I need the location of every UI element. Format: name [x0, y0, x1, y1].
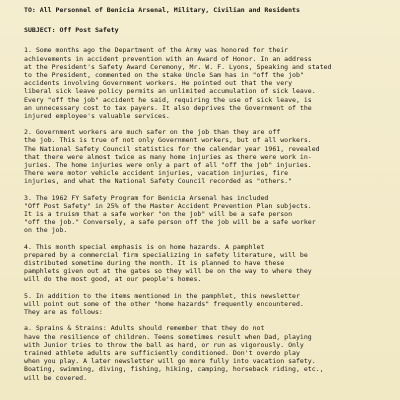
paragraph-line: 1. Some months ago the Department of the Army was honored for their: [24, 46, 289, 55]
paragraph-line: have the resilience of children. Teens sometimes result when Dad, playing: [24, 332, 312, 341]
subject-line: SUBJECT: Off Post Safety: [24, 26, 119, 35]
paragraph-line: distributed sometime during the month. It is planned to have these: [24, 259, 285, 268]
paragraph-line: a. Sprains & Strains: Adults should remember that they do not: [24, 324, 265, 333]
paragraph-line: Boating, swimming, diving, fishing, hiking, camping, horseback riding, etc.,: [24, 365, 324, 374]
paragraph-line: It is a truism that a safe worker "on the job" will be a safe person: [24, 210, 293, 219]
paragraph-1: [24, 46, 386, 120]
paragraph-6: [24, 324, 386, 381]
paragraph-line: at the President's Safety Award Ceremony, Mr. W. F. Lyons, Speaking and stated: [24, 62, 332, 71]
paragraph-line: juries. The home injuries were only a part of all "off the job" injuries.: [24, 161, 312, 170]
paragraph-2: [24, 128, 386, 185]
paragraph-line: There were motor vehicle accident injuries, vacation injuries, fire: [24, 169, 289, 178]
paragraph-4: [24, 243, 386, 284]
paragraph-5: [24, 292, 386, 317]
paragraph-line: They are as follows:: [24, 308, 103, 317]
paragraph-3: [24, 194, 386, 235]
paragraph-line: that there were almost twice as many home injuries as there were work in-: [24, 152, 312, 161]
paragraph-line: prepared by a commercial firm specializing in safety literature, will be: [24, 250, 308, 259]
paragraph-line: will be covered.: [24, 373, 88, 382]
paragraph-line: on the job.: [24, 226, 68, 235]
paragraph-line: to the President, commented on the stake Uncle Sam has in "off the job": [24, 71, 304, 80]
paragraph-line: will do the most good, at our people's homes.: [24, 275, 202, 284]
paragraph-line: with Junior tries to throw the ball as hard, or run as vigorously. Only: [24, 340, 304, 349]
paragraph-line: an unnecessary cost to tax payers. It also deprives the Government of the: [24, 103, 312, 112]
paragraph-line: pamphlets given out at the gates so they will be on the way to where they: [24, 267, 312, 276]
paragraph-line: achievements in accident prevention with an Award of Honor. In an address: [24, 54, 312, 63]
paragraph-line: will point out some of the other "home hazards" frequently encountered.: [24, 299, 304, 308]
paragraph-line: The National Safety Council statistics for the calendar year 1961, revealed: [24, 144, 320, 153]
paragraph-line: 5. In addition to the items mentioned in the pamphlet, this newsletter: [24, 291, 300, 300]
paragraph-line: "off the job." Conversely, a safe person off the job will be a safe worker: [24, 218, 316, 227]
paragraph-line: injured employee's valuable services.: [24, 112, 170, 121]
memo-body: [24, 46, 386, 381]
paragraph-line: Every "off the job" accident he said, requiring the use of sick leave, is: [24, 95, 312, 104]
paragraph-line: liberal sick leave policy permits an unlimited accumulation of sick leave.: [24, 87, 316, 96]
paragraph-line: 3. The 1962 FY Safety Program for Benicia Arsenal has included: [24, 193, 269, 202]
paragraph-line: 4. This month special emphasis is on home hazards. A pamphlet: [24, 242, 265, 251]
to-line: TO: All Personnel of Benicia Arsenal, Military, Civilian and Residents: [24, 6, 300, 14]
paragraph-line: the job. This is true of not only Government workers, but of all workers.: [24, 136, 312, 145]
paragraph-line: injuries, and what the National Safety Council recorded as "others.": [24, 177, 293, 186]
paragraph-line: 2. Government workers are much safer on the job than they are off: [24, 128, 281, 137]
paragraph-line: trained athlete adults are sufficiently conditioned. Don't overdo play: [24, 348, 300, 357]
paragraph-line: when you play. A later newsletter will go more fully into vacation safety.: [24, 357, 316, 366]
paragraph-line: accidents involving Government workers. He pointed out that the very: [24, 79, 293, 88]
paragraph-line: "Off Post Safety" in 25% of the Master Accident Prevention Plan subjects.: [24, 201, 312, 210]
